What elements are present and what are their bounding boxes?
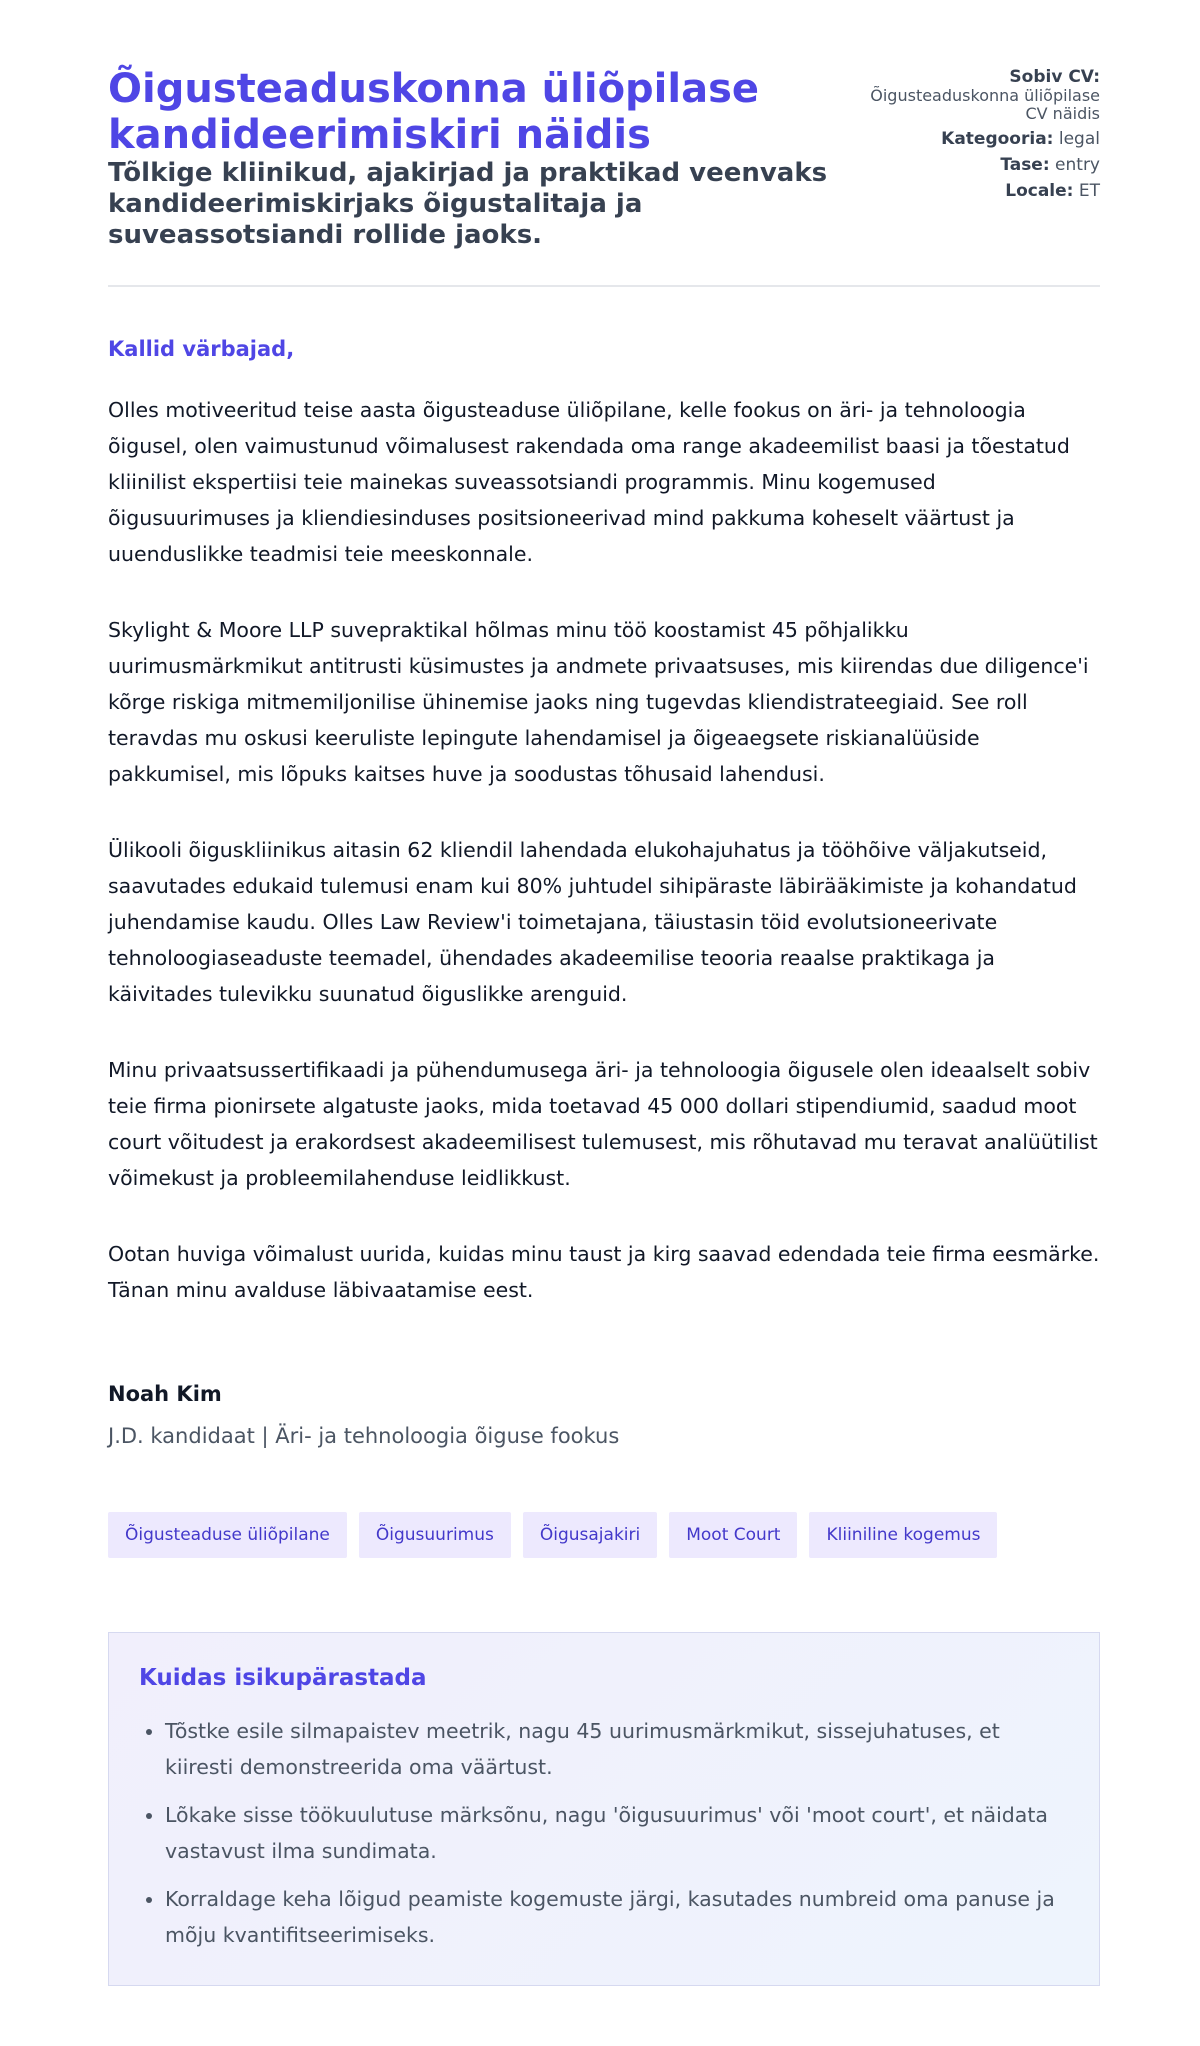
meta-level-value: entry: [1055, 155, 1100, 175]
tag-list: [108, 1512, 997, 1558]
cover-letter-page: [108, 0, 1100, 1947]
meta-cv-value[interactable]: Õigusteaduskonna üliõpilase CV näidis: [870, 86, 1100, 123]
letter-paragraph-clinic: Ülikooli õiguskliinikus aitasin 62 kliendil lahendada elukohajuhatus ja tööhõive väljakutseid, saavutades edukaid tulemusi enam kui 80% juhtudel sihipäraste läbirääkimiste ja kohandatud juhendamise kaudu. Olles Law Review'i toimetajana, täiustasin töid evolutsioneerivate tehnoloogiaseaduste teemadel, ühendades akadeemilise teooria reaalse praktikaga ja käivitades tulevikku suunatud õiguslikke arenguid.: [108, 838, 1077, 1006]
signature-title: J.D. kandidaat | Äri- ja tehnoloogia õiguse fookus: [108, 1424, 620, 1448]
signature-name: Noah Kim: [108, 1382, 222, 1406]
page-subtitle: Tõlkige kliinikud, ajakirjad ja praktikad veenvaks kandideerimiskirjaks õigustalitaja ja suveassotsiandi rollide jaoks.: [108, 158, 828, 250]
page-title: Õigusteaduskonna üliõpilase kandideerimiskiri näidis: [108, 66, 760, 158]
meta-cv-label: Sobiv CV:: [1009, 67, 1100, 87]
tips-title: Kuidas isikupärastada: [139, 1665, 427, 1691]
meta-level-label: Tase:: [1000, 155, 1050, 175]
tips-list: [139, 1713, 1069, 1953]
tips-list-item: • Lõkake sisse töökuulutuse märksõnu, nagu 'õigusuurimus' või 'moot court', et näidata vastavust ilma sundimata.: [165, 1797, 1069, 1869]
letter-paragraph-internship: Skylight & Moore LLP suvepraktikal hõlmas minu töö koostamist 45 põhjalikku uurimusmärkmikut antitrusti küsimustes ja andmete privaatsuses, mis kiirendas due diligence'i kõrge riskiga mitmemiljonilise ühinemise jaoks ning tugevdas kliendistrateegiaid. See roll teravdas mu oskusi keeruliste lepingute lahendamisel ja õigeaegsete riskianalüüside pakkumisel, mis lõpuks kaitses huve ja soodustas tõhusaid lahendusi.: [108, 618, 1089, 786]
meta-locale-value: ET: [1078, 181, 1100, 201]
meta-panel: [860, 67, 1100, 207]
meta-cv: [860, 67, 1100, 123]
meta-category-value: legal: [1058, 129, 1100, 149]
page-header: [108, 0, 1100, 287]
tag-law-review[interactable]: Õigusajakiri: [523, 1512, 657, 1558]
tips-list-item: • Tõstke esile silmapaistev meetrik, nagu 45 uurimusmärkmikut, sissejuhatuses, et kiiresti demonstreerida oma väärtust.: [165, 1713, 1069, 1785]
letter-body: [108, 392, 1100, 1348]
letter-greeting: Kallid värbajad,: [108, 337, 295, 361]
meta-locale: [860, 181, 1100, 201]
meta-category: [860, 129, 1100, 149]
meta-category-label: Kategooria:: [941, 129, 1054, 149]
meta-level: [860, 155, 1100, 175]
title-block: [108, 66, 868, 251]
letter-paragraph-closing: Ootan huviga võimalust uurida, kuidas minu taust ja kirg saavad edendada teie firma eesmärke. Tänan minu avalduse läbivaatamise eest.: [108, 1242, 1100, 1302]
tips-box: [108, 1632, 1100, 1986]
signature-block: [108, 1380, 619, 1450]
letter-paragraph-intro: Olles motiveeritud teise aasta õigusteaduse üliõpilane, kelle fookus on äri- ja tehnoloogia õigusel, olen vaimustunud võimalusest rakendada oma range akadeemilist baasi ja tõestatud kliinilist ekspertiisi teie mainekas suveassotsiandi programmis. Minu kogemused õigusuurimuses ja kliendiesinduses positsioneerivad mind pakkuma koheselt väärtust ja uuenduslikke teadmisi teie meeskonnale.: [108, 398, 1070, 566]
tag-legal-research[interactable]: Õigusuurimus: [359, 1512, 511, 1558]
tag-law-student[interactable]: Õigusteaduse üliõpilane: [108, 1512, 347, 1558]
letter-paragraph-fit: Minu privaatsussertifikaadi ja pühendumusega äri- ja tehnoloogia õigusele olen ideaalselt sobiv teie firma pionirsete algatuste jaoks, mida toetavad 45 000 dollari stipendiumid, saadud moot court võitudest ja erakordsest akadeemilisest tulemusest, mis rõhutavad mu teravat analüütilist võimekust ja probleemilahenduse leidlikkust.: [108, 1058, 1098, 1190]
tag-moot-court[interactable]: Moot Court: [669, 1512, 797, 1558]
meta-locale-label: Locale:: [1005, 181, 1074, 201]
tag-clinical-experience[interactable]: Kliiniline kogemus: [809, 1512, 997, 1558]
tips-list-item: • Korraldage keha lõigud peamiste kogemuste järgi, kasutades numbreid oma panuse ja mõju kvantifitseerimiseks.: [165, 1881, 1069, 1953]
